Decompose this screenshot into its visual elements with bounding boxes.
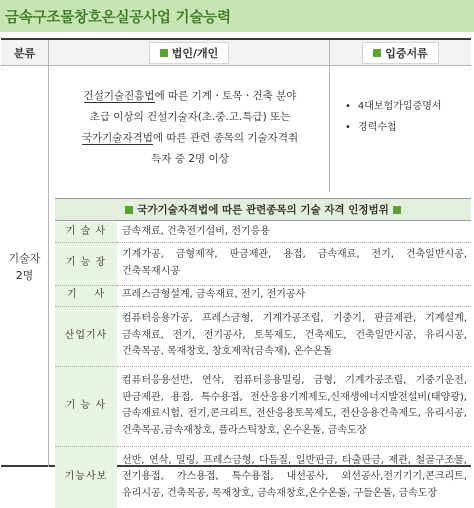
requirement-line-2: 초급 이상의 건설기술자(초.중.고.특급) 또는 xyxy=(89,111,291,123)
qualification-table xyxy=(55,222,471,508)
header-requirement xyxy=(49,40,329,66)
fields-cell: 컴퓨터응용선반, 연삭, 컴퓨터응용밀링, 금형, 기계가공조립, 기중기운전, 판금제관, 용접, 특수용접, 전산응용기계제도,신재생에너지발전설비(태양광), 금속재료시험, 전기,콘크리트, 전산응용토목제도, 전산응용건축제도, 유리시공, 건축목공,금속재창호, 플라스틱창호, 온수온돌, 금속도장 xyxy=(117,366,471,446)
table-row xyxy=(55,285,471,306)
requirement-line-4: 득자 중 2명 이상 xyxy=(151,153,229,165)
header-documents-pill xyxy=(362,42,439,64)
title-bar xyxy=(0,0,474,32)
law-name-2: 국가기술자격법 xyxy=(81,132,153,144)
category-line-1: 기술자 xyxy=(8,252,41,265)
table-row xyxy=(55,306,471,366)
header-category-label: 분류 xyxy=(13,46,36,60)
header-requirement-pill xyxy=(149,42,230,64)
bullet-square-icon xyxy=(160,49,168,57)
grade-cell: 기 사 xyxy=(55,285,117,306)
grade-cell: 기 능 장 xyxy=(55,242,117,285)
header-category xyxy=(1,40,48,66)
law-name-1: 건설기술진흥법 xyxy=(83,90,155,102)
bullet-square-icon xyxy=(393,206,401,214)
table-row xyxy=(55,222,471,242)
table-row xyxy=(55,446,471,508)
qualification-header-label: 국가기술자격법에 따른 관련종목의 기술 자격 인정범위 xyxy=(137,204,389,216)
document-item: • 경력수첩 xyxy=(330,117,471,138)
requirement-line-1-rest: 에 따른 기계ㆍ토목ㆍ건축 분야 xyxy=(154,90,297,102)
document-item: • 4대보험가입증명서 xyxy=(330,96,471,117)
page-title: 금속구조물창호온실공사업 기술능력 xyxy=(5,9,231,26)
requirement-text xyxy=(55,86,325,170)
divider xyxy=(48,40,49,467)
header-requirement-label: 법인/개인 xyxy=(171,46,219,60)
bullet-square-icon xyxy=(373,49,381,57)
grade-cell: 기 술 사 xyxy=(55,222,117,242)
fields-cell: 금속재료, 건축전기설비, 전기응용 xyxy=(117,222,471,242)
requirement-line-3-rest: 에 따른 관련 종목의 기술자격취 xyxy=(152,132,299,144)
grade-cell: 기능사보 xyxy=(55,446,117,508)
category-cell xyxy=(1,67,48,467)
fields-cell: 선반, 연삭, 밀링, 프레스금형, 다듬질, 일반판금, 타출판금, 제관, 철골구조물, 전기용접, 가스용접, 특수용접, 내선공사, 외선공사,전기기기,콘크리트, 유리시공, 건축목공, 목재창호, 금속재창호,온수온돌, 구들온돌, 금속도장 xyxy=(122,454,467,499)
requirement-line-3 xyxy=(55,128,325,149)
documents-list xyxy=(330,67,471,192)
qualification-header xyxy=(55,198,471,221)
bullet-square-icon xyxy=(125,206,133,214)
table-row xyxy=(55,242,471,285)
grade-cell: 기 능 사 xyxy=(55,366,117,446)
grade-cell: 산업기사 xyxy=(55,306,117,366)
requirement-line-1 xyxy=(55,86,325,107)
header-documents-label: 입증서류 xyxy=(385,46,428,60)
fields-cell: 컴퓨터응용가공, 프레스금형, 기계가공조립, 기중기, 판금제관, 기계설계, 금속재료, 전기, 전기공사, 토목제도, 건축제도, 건축일반시공, 유리시공, 건축목공, 목재창호, 창호제작(금속재), 온수온돌 xyxy=(117,306,471,366)
fields-cell: 프레스금형설계, 금속재료, 전기, 전기공사 xyxy=(117,285,471,306)
header-documents xyxy=(330,40,471,66)
category-line-2: 2명 xyxy=(15,269,34,282)
fields-cell: 기계가공, 금형제작, 판금제관, 용접, 금속재료, 전기, 건축일반시공, 건축목재시공 xyxy=(117,242,471,285)
capability-table xyxy=(1,38,471,499)
table-row xyxy=(55,366,471,446)
